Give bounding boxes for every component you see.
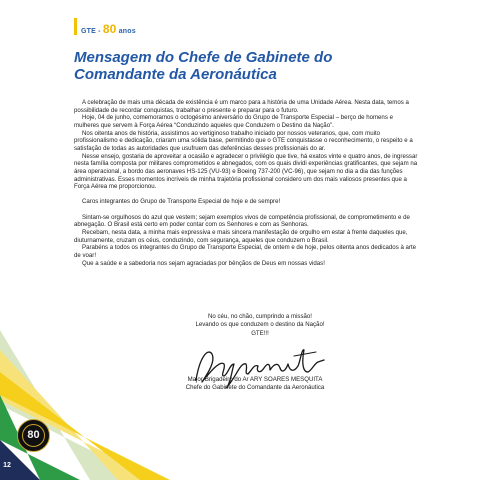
message-body <box>74 99 419 267</box>
badge-number: 80 <box>27 429 40 441</box>
paragraph: Que a saúde e a sabedoria nos sejam agraciadas por bênçãos de Deus em nossas vidas! <box>82 259 325 267</box>
paragraph: Recebam, nesta data, a minha mais expressiva e mais sincera manifestação de orgulho em estar à frente daqueles que, diuturnamente, cruzam os céus, conduzindo, com segurança, aqueles que conduzem o Brasil. <box>74 229 408 244</box>
page-title <box>74 49 414 83</box>
closing-line: No céu, no chão, cumprindo a missão! <box>208 313 312 320</box>
closing-line: Levando os que conduzem o destino da Nação! <box>195 321 325 329</box>
header-suffix: anos <box>116 28 136 35</box>
signer-name: Major-Brigadeiro do Ar ARY SOARES MESQUITA <box>187 376 323 383</box>
paragraph: Parabéns a todos os integrantes do Grupo de Transporte Especial, de ontem e de hoje, pelos oitenta anos dedicados à arte de voar! <box>74 244 417 259</box>
header-accent-bar <box>74 18 77 35</box>
closing-motto <box>160 313 360 338</box>
paragraph: Sintam-se orgulhosos do azul que vestem; sejam exemplos vivos de competência profissional, de comprometimento e de abnegação. O Brasil está certo em poder contar com os Senhores e com as Senhoras. <box>74 213 410 229</box>
paragraph: A celebração de mais uma década de existência é um marco para a história de uma Unidade Aérea. Nesta data, temos a possibilidade de recordar conquistas, trabalhar o presente e preparar para o futuro. <box>74 99 409 114</box>
paragraph-gap <box>74 206 419 214</box>
anniversary-badge-icon <box>17 419 50 452</box>
running-header <box>81 22 136 36</box>
signature-block <box>155 376 355 393</box>
paragraph: Caros integrantes do Grupo de Transporte Especial de hoje e de sempre! <box>82 198 281 206</box>
paragraph: Hoje, 04 de junho, comemoramos o octogésimo aniversário do Grupo de Transporte Especial – berço de homens e mulheres que servem à Força Aérea “Conduzindo aqueles que Conduzem o Destino da Nação”. <box>74 114 393 129</box>
paragraph-gap <box>74 191 419 199</box>
paragraph: Nos oitenta anos de história, assistimos ao vertiginoso trabalho iniciado por nossos veteranos, que, com muito profissionalismo e dedicação, criaram uma sólida base, permitindo que o GTE conquistasse o reconhecimento, o respeito e a satisfação de todas as autoridades que usufruem das deferências desses profissionais do ar. <box>74 129 413 152</box>
title-line-2: Comandante da Aeronáutica <box>74 66 277 83</box>
closing-line: GTE!!! <box>251 329 269 337</box>
title-line-1: Mensagem do Chefe de Gabinete do <box>74 49 333 66</box>
header-number: 80 <box>102 22 117 36</box>
paragraph: Nesse ensejo, gostaria de aproveitar a ocasião e agradecer o privilégio que tive, há exatos vinte e quatro anos, de ingressar nesta família composta por militares comprometidos e abnegados, com os quais dividi experiências gratificantes, que sejam na área operacional, a bordo das aeronaves HS-125 (VU-93) e Boeing 737-200 (VC-96), que sejam no dia a dia das funções administrativas. Esses momentos incríveis de minha trajetória profissional considero um dos mais valiosos presentes que a Força Aérea me proporcionou. <box>74 152 418 191</box>
signer-role: Chefe do Gabinete do Comandante da Aeronáutica <box>185 384 325 392</box>
page-number: 12 <box>0 459 14 473</box>
header-prefix: GTE - <box>81 28 103 35</box>
